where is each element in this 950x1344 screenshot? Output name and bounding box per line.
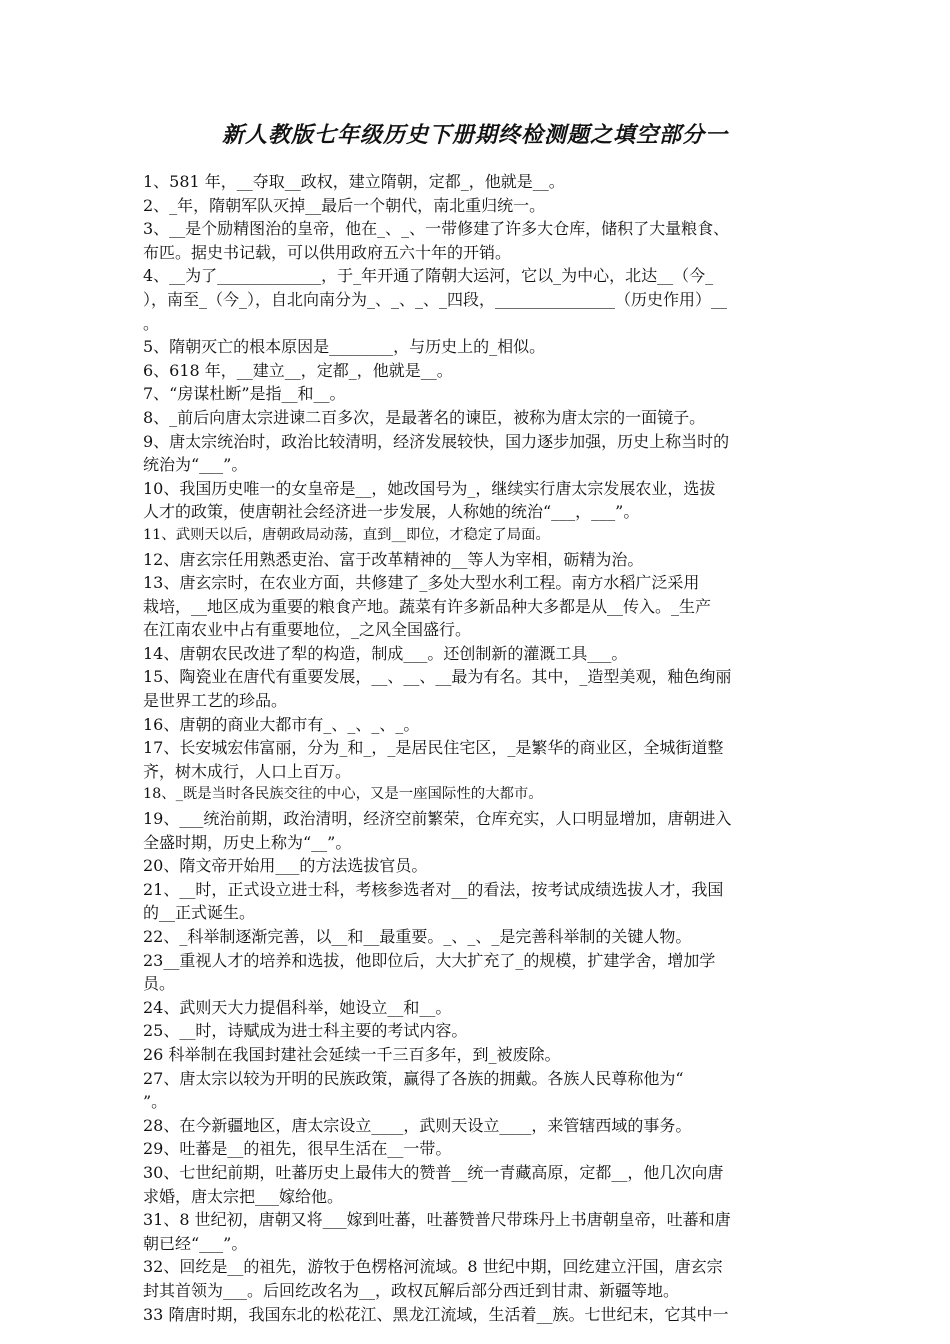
question-line: 24、武则天大力提倡科举，她设立__和__。 bbox=[143, 997, 452, 1017]
question-line: ”。 bbox=[143, 1092, 168, 1112]
question-line: 20、隋文帝开始用___的方法选拔官员。 bbox=[143, 856, 428, 876]
question-line: 8、_前后向唐太宗进谏二百多次，是最著名的谏臣，被称为唐太宗的一面镜子。 bbox=[143, 407, 706, 427]
page-title: 新人教版七年级历史下册期终检测题之填空部分一 bbox=[221, 122, 728, 148]
question-line: 封其首领为___。后回纥改名为__，政权瓦解后部分西迁到甘肃、新疆等地。 bbox=[143, 1280, 680, 1300]
question-line: 5、隋朝灭亡的根本原因是________，与历史上的_相似。 bbox=[143, 337, 546, 357]
question-line: 全盛时期，历史上称为“__”。 bbox=[143, 832, 352, 852]
question-line: 16、唐朝的商业大都市有_、_、_、_。 bbox=[143, 714, 420, 734]
question-line: 11、武则天以后，唐朝政局动荡，直到__即位，才稳定了局面。 bbox=[143, 526, 550, 543]
question-line: 6、618 年，__建立__，定都_，他就是__。 bbox=[143, 360, 453, 380]
question-line: 1、581 年，__夺取__政权，建立隋朝，定都_，他就是__。 bbox=[143, 172, 565, 191]
question-line: 25、__时，诗赋成为进士科主要的考试内容。 bbox=[143, 1021, 468, 1041]
question-line: 员。 bbox=[143, 974, 176, 994]
question-line: 13、唐玄宗时，在农业方面，共修建了_多处大型水利工程。南方水稻广泛采用 bbox=[143, 573, 700, 593]
question-line: 。 bbox=[143, 313, 160, 333]
question-line: 26 科举制在我国封建社会延续一千三百多年，到_被废除。 bbox=[143, 1044, 561, 1064]
question-line: 10、我国历史唯一的女皇帝是__，她改国号为_，继续实行唐太宗发展农业，选拔 bbox=[143, 478, 716, 498]
question-line: 14、唐朝农民改进了犁的构造，制成___。还创制新的灌溉工具___。 bbox=[143, 643, 628, 663]
question-line: 人才的政策，使唐朝社会经济进一步发展，人称她的统治“___，___”。 bbox=[143, 502, 640, 522]
question-line: 27、唐太宗以较为开明的民族政策，赢得了各族的拥戴。各族人民尊称他为“ bbox=[143, 1068, 684, 1088]
question-line: 33 隋唐时期，我国东北的松花江、黑龙江流域，生活着__族。七世纪末，它其中一 bbox=[143, 1304, 729, 1324]
question-line: 朝已经“___”。 bbox=[143, 1233, 248, 1253]
question-line: 齐，树木成行，人口上百万。 bbox=[143, 761, 352, 781]
question-line: ），南至_（今_），自北向南分为_、_、_、_四段，_______________（历史作用）__ bbox=[143, 289, 728, 309]
question-line: 7、“房谋杜断”是指__和__。 bbox=[143, 384, 346, 404]
question-line: 求婚，唐太宗把___嫁给他。 bbox=[143, 1186, 344, 1206]
question-line: 统治为“___”。 bbox=[143, 455, 248, 475]
question-line: 12、唐玄宗任用熟悉吏治、富于改革精神的__等人为宰相，砺精为治。 bbox=[143, 549, 644, 569]
question-line: 31、8 世纪初，唐朝又将___嫁到吐蕃，吐蕃赞普尺带珠丹上书唐朝皇帝，吐蕃和唐 bbox=[143, 1210, 731, 1230]
question-line: 3、__是个励精图治的皇帝，他在_、_、一带修建了许多大仓库，储积了大量粮食、 bbox=[143, 219, 730, 239]
question-line: 21、__时，正式设立进士科，考核参选者对__的看法，按考试成绩选拔人才，我国 bbox=[143, 879, 724, 899]
question-line: 是世界工艺的珍品。 bbox=[143, 691, 288, 711]
question-line: 15、陶瓷业在唐代有重要发展，__、__、__最为有名。其中，_造型美观，釉色绚丽 bbox=[143, 667, 732, 687]
question-line: 栽培，__地区成为重要的粮食产地。蔬菜有许多新品种大多都是从__传入。_生产 bbox=[143, 596, 712, 616]
question-list bbox=[143, 170, 808, 1326]
question-line: 17、长安城宏伟富丽，分为_和_，_是居民住宅区，_是繁华的商业区，全城街道整 bbox=[143, 738, 724, 758]
question-line: 29、吐蕃是__的祖先，很早生活在__一带。 bbox=[143, 1139, 452, 1159]
question-line: 在江南农业中占有重要地位，_之风全国盛行。 bbox=[143, 620, 472, 640]
question-line: 30、七世纪前期，吐蕃历史上最伟大的赞普__统一青藏高原，定都__，他几次向唐 bbox=[143, 1162, 724, 1182]
question-line: 4、__为了_____________，于_年开通了隋朝大运河，它以_为中心，北达__（今_ bbox=[143, 266, 714, 286]
question-line: 19、___统治前期，政治清明，经济空前繁荣，仓库充实，人口明显增加，唐朝进入 bbox=[143, 809, 732, 829]
question-line: 布匹。据史书记载，可以供用政府五六十年的开销。 bbox=[143, 242, 512, 262]
question-line: 的__正式诞生。 bbox=[143, 903, 256, 923]
question-line: 28、在今新疆地区，唐太宗设立____，武则天设立____，来管辖西域的事务。 bbox=[143, 1115, 692, 1135]
question-line: 18、_既是当时各民族交往的中心，又是一座国际性的大都市。 bbox=[143, 786, 543, 803]
question-line: 22、_科举制逐渐完善，以__和__最重要。_、_、_是完善科举制的关键人物。 bbox=[143, 927, 692, 946]
question-line: 9、唐太宗统治时，政治比较清明，经济发展较快，国力逐步加强，历史上称当时的 bbox=[143, 431, 730, 451]
question-line: 32、回纥是__的祖先，游牧于色楞格河流域。8 世纪中期，回纥建立汗国，唐玄宗 bbox=[143, 1257, 723, 1277]
question-line: 2、_年，隋朝军队灭掉__最后一个朝代，南北重归统一。 bbox=[143, 195, 546, 215]
question-line: 23__重视人才的培养和选拔，他即位后，大大扩充了_的规模，扩建学舍，增加学 bbox=[143, 950, 716, 970]
